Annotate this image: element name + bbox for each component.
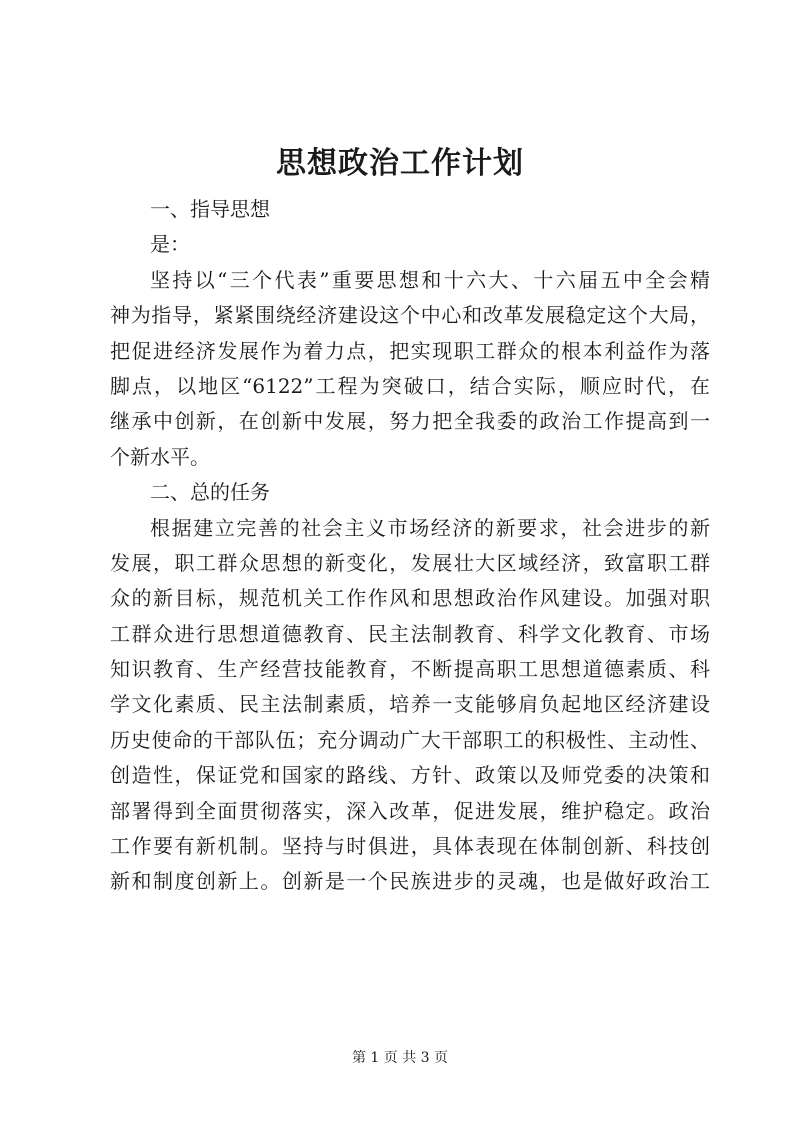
text-line: 一、指导思想: [150, 197, 270, 221]
text-line: 个新水平。: [110, 444, 210, 469]
text-line: 二、总的任务: [150, 480, 270, 505]
text-line: 创造性，保证党和国家的路线、方针、政策以及师党委的决策和: [110, 763, 710, 788]
text-line: 脚点，以地区“6122”工程为突破口，结合实际，顺应时代，在: [110, 373, 710, 398]
text-line: 把促进经济发展作为着力点，把实现职工群众的根本利益作为落: [110, 338, 710, 363]
document-title: 思想政治工作计划: [276, 146, 524, 181]
text-line: 部署得到全面贯彻落实，深入改革，促进发展，维护稳定。政治: [110, 798, 710, 823]
text-line: 是：: [150, 232, 190, 257]
text-line: 工作要有新机制。坚持与时俱进，具体表现在体制创新、科技创: [110, 834, 710, 859]
text-line: 坚持以“三个代表”重要思想和十六大、十六届五中全会精: [150, 267, 710, 292]
text-line: 发展，职工群众思想的新变化，发展壮大区域经济，致富职工群: [110, 550, 710, 575]
text-line: 知识教育、生产经营技能教育，不断提高职工思想道德素质、科: [110, 657, 710, 682]
text-line: 神为指导，紧紧围绕经济建设这个中心和改革发展稳定这个大局，: [110, 303, 710, 328]
text-line: 学文化素质、民主法制素质，培养一支能够肩负起地区经济建设: [110, 692, 710, 717]
document-body: [110, 192, 710, 900]
text-line: 新和制度创新上。创新是一个民族进步的灵魂，也是做好政治工: [110, 869, 710, 894]
text-line: 工群众进行思想道德教育、民主法制教育、科学文化教育、市场: [110, 621, 710, 646]
text-line: 历史使命的干部队伍；充分调动广大干部职工的积极性、主动性、: [110, 727, 710, 752]
text-line: 根据建立完善的社会主义市场经济的新要求，社会进步的新: [150, 515, 710, 540]
text-line: 众的新目标，规范机关工作作风和思想政治作风建设。加强对职: [110, 586, 710, 611]
page-footer: 第 1 页 共 3 页: [351, 1050, 449, 1066]
text-line: 继承中创新，在创新中发展，努力把全我委的政治工作提高到一: [110, 409, 710, 434]
